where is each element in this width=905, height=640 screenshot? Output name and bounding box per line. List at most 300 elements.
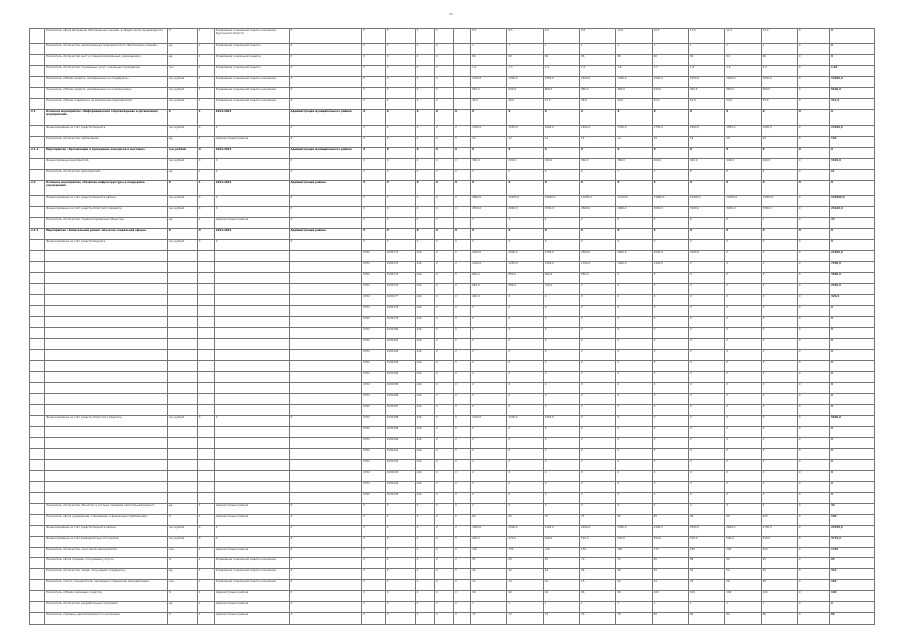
table-cell: тыс.рублей xyxy=(167,147,197,158)
table-cell: Х xyxy=(829,228,874,239)
table-cell: Х xyxy=(197,206,214,217)
table-cell: тыс.рублей xyxy=(167,158,197,169)
table-cell: Х xyxy=(797,437,829,448)
table-row xyxy=(30,77,875,88)
table-cell xyxy=(197,481,214,492)
table-cell: Х xyxy=(543,382,579,393)
table-cell: 21600,0 xyxy=(829,250,874,261)
table-cell: тыс.рублей xyxy=(167,415,197,426)
table-cell: 3 xyxy=(543,503,579,514)
table-cell: 10200,0 xyxy=(507,196,543,207)
table-cell xyxy=(30,29,45,44)
table-cell: Х xyxy=(507,437,543,448)
table-cell: Х xyxy=(385,525,415,536)
table-cell: Х xyxy=(471,437,507,448)
table-cell: Х xyxy=(454,169,471,180)
table-cell: 0130182 xyxy=(385,349,415,360)
table-cell xyxy=(30,426,45,437)
table-cell: Х xyxy=(167,228,197,239)
table-cell: Х xyxy=(471,371,507,382)
table-cell: Х xyxy=(616,360,652,371)
table-cell: 3100,0 xyxy=(688,206,724,217)
table-cell: Х xyxy=(616,349,652,360)
table-cell: Х xyxy=(688,316,724,327)
table-cell: Х xyxy=(543,305,579,316)
table-cell xyxy=(289,327,362,338)
table-cell: Х xyxy=(434,99,453,110)
table-cell xyxy=(44,261,167,272)
table-cell: 10,5 xyxy=(652,29,688,44)
table-cell: Администрация района xyxy=(214,503,289,514)
table-cell: Х xyxy=(434,404,453,415)
table-cell: Х xyxy=(543,393,579,404)
table-cell: 244 xyxy=(415,426,434,437)
table-cell: Х xyxy=(454,602,471,613)
table-cell xyxy=(214,459,289,470)
table-cell: Х xyxy=(688,349,724,360)
table-cell xyxy=(30,613,45,625)
table-cell: 1550,0 xyxy=(688,77,724,88)
table-cell: Х xyxy=(362,206,386,217)
table-cell: 2 xyxy=(507,503,543,514)
table-cell: Х xyxy=(543,147,579,158)
table-cell: Х xyxy=(385,29,415,44)
table-cell: Показатель «Число специалистов, прошедших повышение квалификации» xyxy=(44,580,167,591)
table-cell: Х xyxy=(616,470,652,481)
table-cell: 65 xyxy=(543,558,579,569)
table-cell: Х xyxy=(616,327,652,338)
table-cell: Х xyxy=(543,294,579,305)
table-cell: Х xyxy=(214,525,289,536)
table-cell: Х xyxy=(289,158,362,169)
table-row xyxy=(30,602,875,613)
table-cell: 3100,0 xyxy=(471,415,507,426)
table-cell: 0130189 xyxy=(385,426,415,437)
table-cell: 12600,0 xyxy=(725,196,761,207)
table-cell: Х xyxy=(652,327,688,338)
table-cell xyxy=(289,481,362,492)
table-cell: Х xyxy=(761,404,797,415)
table-cell: Х xyxy=(434,158,453,169)
table-cell: Х xyxy=(688,481,724,492)
table-cell: Х xyxy=(434,514,453,525)
table-cell: Х xyxy=(507,349,543,360)
table-cell xyxy=(30,393,45,404)
table-cell: Х xyxy=(829,459,874,470)
table-cell: 244 xyxy=(415,470,434,481)
table-cell xyxy=(30,470,45,481)
table-cell: Х xyxy=(434,196,453,207)
table-cell: Х xyxy=(385,602,415,613)
table-cell: 0130195 xyxy=(385,492,415,503)
table-cell: 1850,0 xyxy=(725,125,761,136)
table-row xyxy=(30,481,875,492)
table-cell: Х xyxy=(385,239,415,250)
table-cell: 800,0 xyxy=(471,272,507,283)
table-cell: Х xyxy=(580,492,616,503)
table-row xyxy=(30,239,875,250)
table-cell xyxy=(167,426,197,437)
table-cell: Показатель «Количество мероприятий» xyxy=(44,169,167,180)
table-cell xyxy=(167,250,197,261)
table-cell: 7 xyxy=(652,169,688,180)
table-cell: Показатель «Количество публикаций» xyxy=(44,136,167,147)
table-cell: Х xyxy=(385,66,415,77)
table-cell: Показатель «Объём освоенных средств» xyxy=(44,591,167,602)
table-cell: 2700,0 xyxy=(543,250,579,261)
table-cell: 1 xyxy=(761,602,797,613)
table-cell: 0130178 xyxy=(385,305,415,316)
table-cell: 43 xyxy=(829,217,874,228)
table-cell: Х xyxy=(725,492,761,503)
table-cell: 2,0 xyxy=(761,66,797,77)
table-cell: Х xyxy=(434,525,453,536)
table-row xyxy=(30,492,875,503)
table-cell: Х xyxy=(761,239,797,250)
table-cell: Мероприятие «Организация и проведение конкурсов и выставок» xyxy=(44,147,167,158)
table-cell: 44 xyxy=(543,569,579,580)
table-cell: Х xyxy=(362,580,386,591)
table-cell: 880,0 xyxy=(580,88,616,99)
table-cell: Х xyxy=(454,503,471,514)
table-cell: 12 xyxy=(471,580,507,591)
table-cell: 950,0 xyxy=(580,272,616,283)
table-cell: Х xyxy=(688,228,724,239)
table-cell xyxy=(197,261,214,272)
table-cell: 170 xyxy=(652,547,688,558)
table-cell xyxy=(30,217,45,228)
table-cell: 1 xyxy=(652,602,688,613)
table-cell: Х xyxy=(471,492,507,503)
table-cell xyxy=(30,44,45,55)
table-cell: 860,0 xyxy=(543,88,579,99)
table-cell: 80 xyxy=(652,613,688,625)
table-cell: 530,0 xyxy=(616,536,652,547)
table-cell: Х xyxy=(580,415,616,426)
table-cell: 360,0 xyxy=(580,158,616,169)
table-cell: Х xyxy=(289,206,362,217)
table-row xyxy=(30,338,875,349)
table-cell: Х xyxy=(543,371,579,382)
table-cell: ед. xyxy=(167,169,197,180)
table-cell: ед. xyxy=(167,569,197,580)
table-cell: 1650,0 xyxy=(580,125,616,136)
table-cell: 244 xyxy=(415,492,434,503)
table-cell: 130 xyxy=(507,547,543,558)
table-cell: Х xyxy=(652,393,688,404)
table-cell: 3 xyxy=(471,217,507,228)
table-cell: 244 xyxy=(415,338,434,349)
table-cell: Х xyxy=(454,110,471,125)
table-cell: 5 xyxy=(761,503,797,514)
table-cell xyxy=(214,492,289,503)
table-cell: Х xyxy=(385,206,415,217)
table-cell: Х xyxy=(362,147,386,158)
table-cell: Х xyxy=(385,77,415,88)
table-cell: Х xyxy=(434,88,453,99)
table-cell: Х xyxy=(385,55,415,66)
table-cell: Х xyxy=(688,371,724,382)
table-cell: 26100,0 xyxy=(829,206,874,217)
table-cell: 48,0 xyxy=(580,99,616,110)
table-cell: Х xyxy=(507,382,543,393)
table-cell: 90 xyxy=(652,55,688,66)
table-row xyxy=(30,580,875,591)
table-cell: Х xyxy=(725,283,761,294)
table-cell: 0130186 xyxy=(385,393,415,404)
table-cell: Х xyxy=(362,536,386,547)
table-cell: 48 xyxy=(616,569,652,580)
table-cell: Х xyxy=(688,492,724,503)
table-row xyxy=(30,316,875,327)
table-cell: Х xyxy=(797,44,829,55)
table-cell xyxy=(167,283,197,294)
table-cell: Х xyxy=(725,437,761,448)
table-cell: Х xyxy=(454,393,471,404)
table-cell: Х xyxy=(167,110,197,125)
table-cell: 20700,0 xyxy=(829,525,874,536)
table-cell: 440,0 xyxy=(725,158,761,169)
table-cell xyxy=(30,492,45,503)
table-cell: Х xyxy=(652,437,688,448)
table-cell: Х xyxy=(725,470,761,481)
table-cell: Х xyxy=(616,448,652,459)
table-cell: Х xyxy=(580,393,616,404)
table-cell: Х xyxy=(471,327,507,338)
table-cell: Х xyxy=(434,459,453,470)
table-cell xyxy=(30,591,45,602)
table-cell: Х xyxy=(434,360,453,371)
table-cell: 160 xyxy=(616,547,652,558)
table-cell: Х xyxy=(829,492,874,503)
table-cell: Х xyxy=(543,481,579,492)
table-cell xyxy=(30,415,45,426)
table-cell: Х xyxy=(829,147,874,158)
table-cell: 6 xyxy=(543,169,579,180)
table-cell: Х xyxy=(543,110,579,125)
table-cell: 1650,0 xyxy=(761,77,797,88)
table-cell: Управление социальной защиты населения xyxy=(214,558,289,569)
table-cell xyxy=(44,360,167,371)
table-cell: Х xyxy=(507,481,543,492)
table-cell: Х xyxy=(580,481,616,492)
table-row xyxy=(30,371,875,382)
table-cell xyxy=(44,437,167,448)
table-cell: Х xyxy=(289,525,362,536)
table-cell: 0130180 xyxy=(385,327,415,338)
table-cell: Х xyxy=(385,158,415,169)
table-cell: ед. xyxy=(167,602,197,613)
table-cell: 3200,0 xyxy=(507,415,543,426)
table-cell xyxy=(167,371,197,382)
table-cell: 9,0 xyxy=(543,29,579,44)
table-cell: Х xyxy=(362,99,386,110)
table-cell: Х xyxy=(197,158,214,169)
table-cell: Х xyxy=(454,228,471,239)
table-cell: Х xyxy=(507,316,543,327)
table-cell: Х xyxy=(434,147,453,158)
table-cell: 8 xyxy=(725,169,761,180)
table-cell: Х xyxy=(761,382,797,393)
table-cell xyxy=(289,294,362,305)
table-cell xyxy=(44,272,167,283)
table-cell: Х xyxy=(797,349,829,360)
table-cell xyxy=(167,437,197,448)
table-row xyxy=(30,349,875,360)
table-cell: Х xyxy=(543,180,579,195)
table-cell: Х xyxy=(362,136,386,147)
table-cell: Х xyxy=(797,525,829,536)
table-row xyxy=(30,470,875,481)
table-cell: тыс. xyxy=(167,66,197,77)
table-cell: Администрация муниципального района xyxy=(289,110,362,125)
table-cell: Х xyxy=(289,558,362,569)
table-cell xyxy=(197,250,214,261)
table-cell xyxy=(30,283,45,294)
table-cell: Х xyxy=(797,217,829,228)
table-cell: Х xyxy=(507,327,543,338)
table-cell: 7 xyxy=(761,217,797,228)
table-cell: Х xyxy=(454,404,471,415)
table-cell: Х xyxy=(797,88,829,99)
table-row xyxy=(30,613,875,625)
table-cell: Администрация района xyxy=(214,547,289,558)
table-cell: Администрация района xyxy=(289,228,362,239)
table-cell: Х xyxy=(434,228,453,239)
table-cell xyxy=(30,158,45,169)
table-cell: Х xyxy=(652,272,688,283)
table-cell xyxy=(214,481,289,492)
table-cell: тыс.рублей xyxy=(167,77,197,88)
table-cell xyxy=(44,404,167,415)
table-cell: 60 xyxy=(471,514,507,525)
table-cell: Х xyxy=(454,196,471,207)
table-cell xyxy=(167,305,197,316)
table-cell: 92 xyxy=(507,591,543,602)
table-cell: 1,7 xyxy=(652,66,688,77)
table-cell: 86 xyxy=(580,55,616,66)
table-cell: 9 xyxy=(829,602,874,613)
table-cell: 22 xyxy=(652,580,688,591)
table-cell: 0702 xyxy=(362,393,386,404)
table-cell: 2040,0 xyxy=(829,283,874,294)
table-row xyxy=(30,437,875,448)
table-cell: Х xyxy=(761,250,797,261)
table-row xyxy=(30,448,875,459)
table-cell: 0130175 xyxy=(385,272,415,283)
table-cell: 1,6 xyxy=(616,66,652,77)
table-cell: 5 xyxy=(507,169,543,180)
table-cell: 2014-2024 xyxy=(214,147,289,158)
table-cell: 76 xyxy=(580,613,616,625)
table-cell xyxy=(197,360,214,371)
table-cell: 0702 xyxy=(362,261,386,272)
table-cell: 441,0 xyxy=(829,99,874,110)
table-cell: Х xyxy=(580,294,616,305)
table-cell: Управление социальной защиты населения xyxy=(214,88,289,99)
table-cell: 90 xyxy=(725,558,761,569)
table-cell: Х xyxy=(454,206,471,217)
table-cell: Х xyxy=(289,613,362,625)
table-cell: Х xyxy=(415,514,434,525)
table-cell xyxy=(197,470,214,481)
table-row xyxy=(30,66,875,77)
table-cell: Х xyxy=(385,569,415,580)
table-cell: 900,0 xyxy=(616,88,652,99)
table-row xyxy=(30,305,875,316)
table-row xyxy=(30,147,875,158)
table-cell: Х xyxy=(507,404,543,415)
table-cell: 4 xyxy=(688,503,724,514)
table-row xyxy=(30,404,875,415)
table-cell: Х xyxy=(761,426,797,437)
table-row xyxy=(30,158,875,169)
table-cell: Финансирование за счёт внебюджетных источников xyxy=(44,536,167,547)
table-cell: 2.1 xyxy=(30,110,45,125)
table-cell: Х xyxy=(454,536,471,547)
table-cell xyxy=(289,470,362,481)
table-cell: Х xyxy=(543,316,579,327)
table-cell: 12 xyxy=(543,136,579,147)
table-cell: Х xyxy=(434,261,453,272)
table-cell: Администрация района xyxy=(214,591,289,602)
table-cell: тыс.рублей xyxy=(167,206,197,217)
table-cell: 3300,0 xyxy=(761,206,797,217)
table-cell: 65 xyxy=(507,514,543,525)
table-cell xyxy=(197,404,214,415)
table-cell: Х xyxy=(434,169,453,180)
table-cell xyxy=(454,88,471,99)
table-cell: Администрация района xyxy=(289,180,362,195)
table-cell xyxy=(30,382,45,393)
table-cell xyxy=(30,437,45,448)
table-cell: 840,0 xyxy=(507,88,543,99)
table-cell: Х xyxy=(725,327,761,338)
table-cell xyxy=(30,316,45,327)
table-cell: 30 xyxy=(829,503,874,514)
table-cell: 2900,0 xyxy=(616,250,652,261)
table-cell: Показатель «Количество объектов, в которых проведён капитальный ремонт» xyxy=(44,503,167,514)
table-cell: Х xyxy=(454,294,471,305)
table-cell: Х xyxy=(289,602,362,613)
table-cell: 86 xyxy=(829,613,874,625)
table-cell: 1,3 xyxy=(507,66,543,77)
table-cell: Финансирование за счёт средств бюджета района xyxy=(44,196,167,207)
table-cell xyxy=(44,327,167,338)
table-cell: 1 xyxy=(197,136,214,147)
table-cell: 0130184 xyxy=(385,371,415,382)
table-cell: Х xyxy=(761,470,797,481)
table-cell: Х xyxy=(434,591,453,602)
table-cell: Х xyxy=(289,591,362,602)
table-cell: 420,0 xyxy=(688,158,724,169)
table-cell: Х xyxy=(543,437,579,448)
table-row xyxy=(30,360,875,371)
table-cell: 3000,0 xyxy=(652,206,688,217)
table-cell xyxy=(454,29,471,44)
table-cell xyxy=(30,514,45,525)
table-cell: Х xyxy=(214,536,289,547)
table-cell: Х xyxy=(797,360,829,371)
table-cell: Х xyxy=(454,426,471,437)
table-cell: Х xyxy=(652,239,688,250)
table-cell: Х xyxy=(725,371,761,382)
table-row xyxy=(30,536,875,547)
table-cell: Х xyxy=(385,88,415,99)
table-cell: Х xyxy=(616,404,652,415)
table-cell: Х xyxy=(725,250,761,261)
table-cell: Х xyxy=(797,283,829,294)
